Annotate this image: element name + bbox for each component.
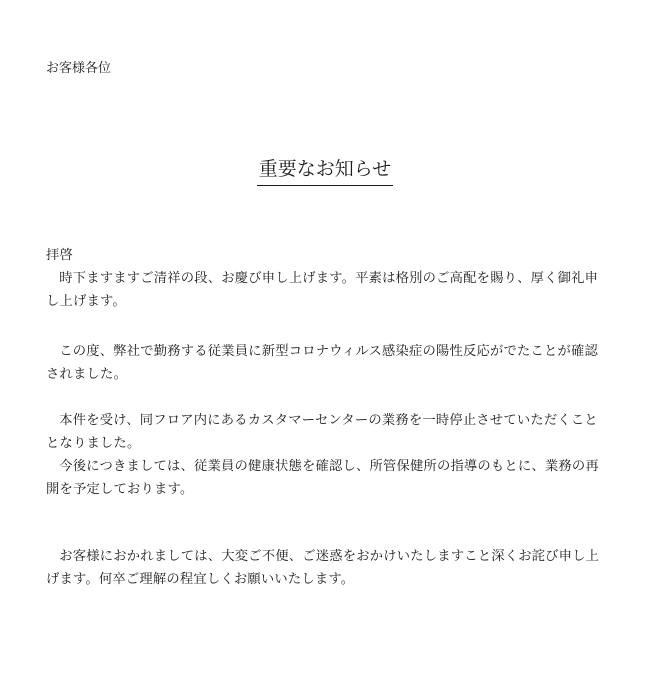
addressee: お客様各位 (46, 61, 112, 76)
infection-section (46, 340, 606, 386)
paragraph-operations-suspended: 本件を受け、同フロア内にあるカスタマーセンターの業務を一時停止させていただくこととなりました。 (46, 413, 598, 451)
paragraph-apology: お客様におかれましては、大変ご不便、ご迷惑をおかけいたしますこと深くお詫び申し上げます。何卒ご理解の程宜しくお願いいたします。 (46, 549, 600, 587)
apology-section (46, 545, 606, 591)
notice-title-wrapper (0, 156, 650, 186)
operations-section (46, 409, 606, 501)
paragraph-resumption-plan: 今後につきましては、従業員の健康状態を確認し、所管保健所の指導のもとに、業務の再開を予定しております。 (46, 459, 599, 497)
greeting: 拝啓 (46, 248, 73, 263)
paragraph-infection-report: この度、弊社で勤務する従業員に新型コロナウィルス感染症の陽性反応がでたことが確認されました。 (46, 344, 598, 382)
notice-title: 重要なお知らせ (257, 156, 393, 186)
greeting-section (46, 244, 606, 313)
paragraph-seasonal-greeting: 時下ますますご清祥の段、お慶び申し上げます。平素は格別のご高配を賜り、厚く御礼申し上げます。 (46, 271, 599, 309)
